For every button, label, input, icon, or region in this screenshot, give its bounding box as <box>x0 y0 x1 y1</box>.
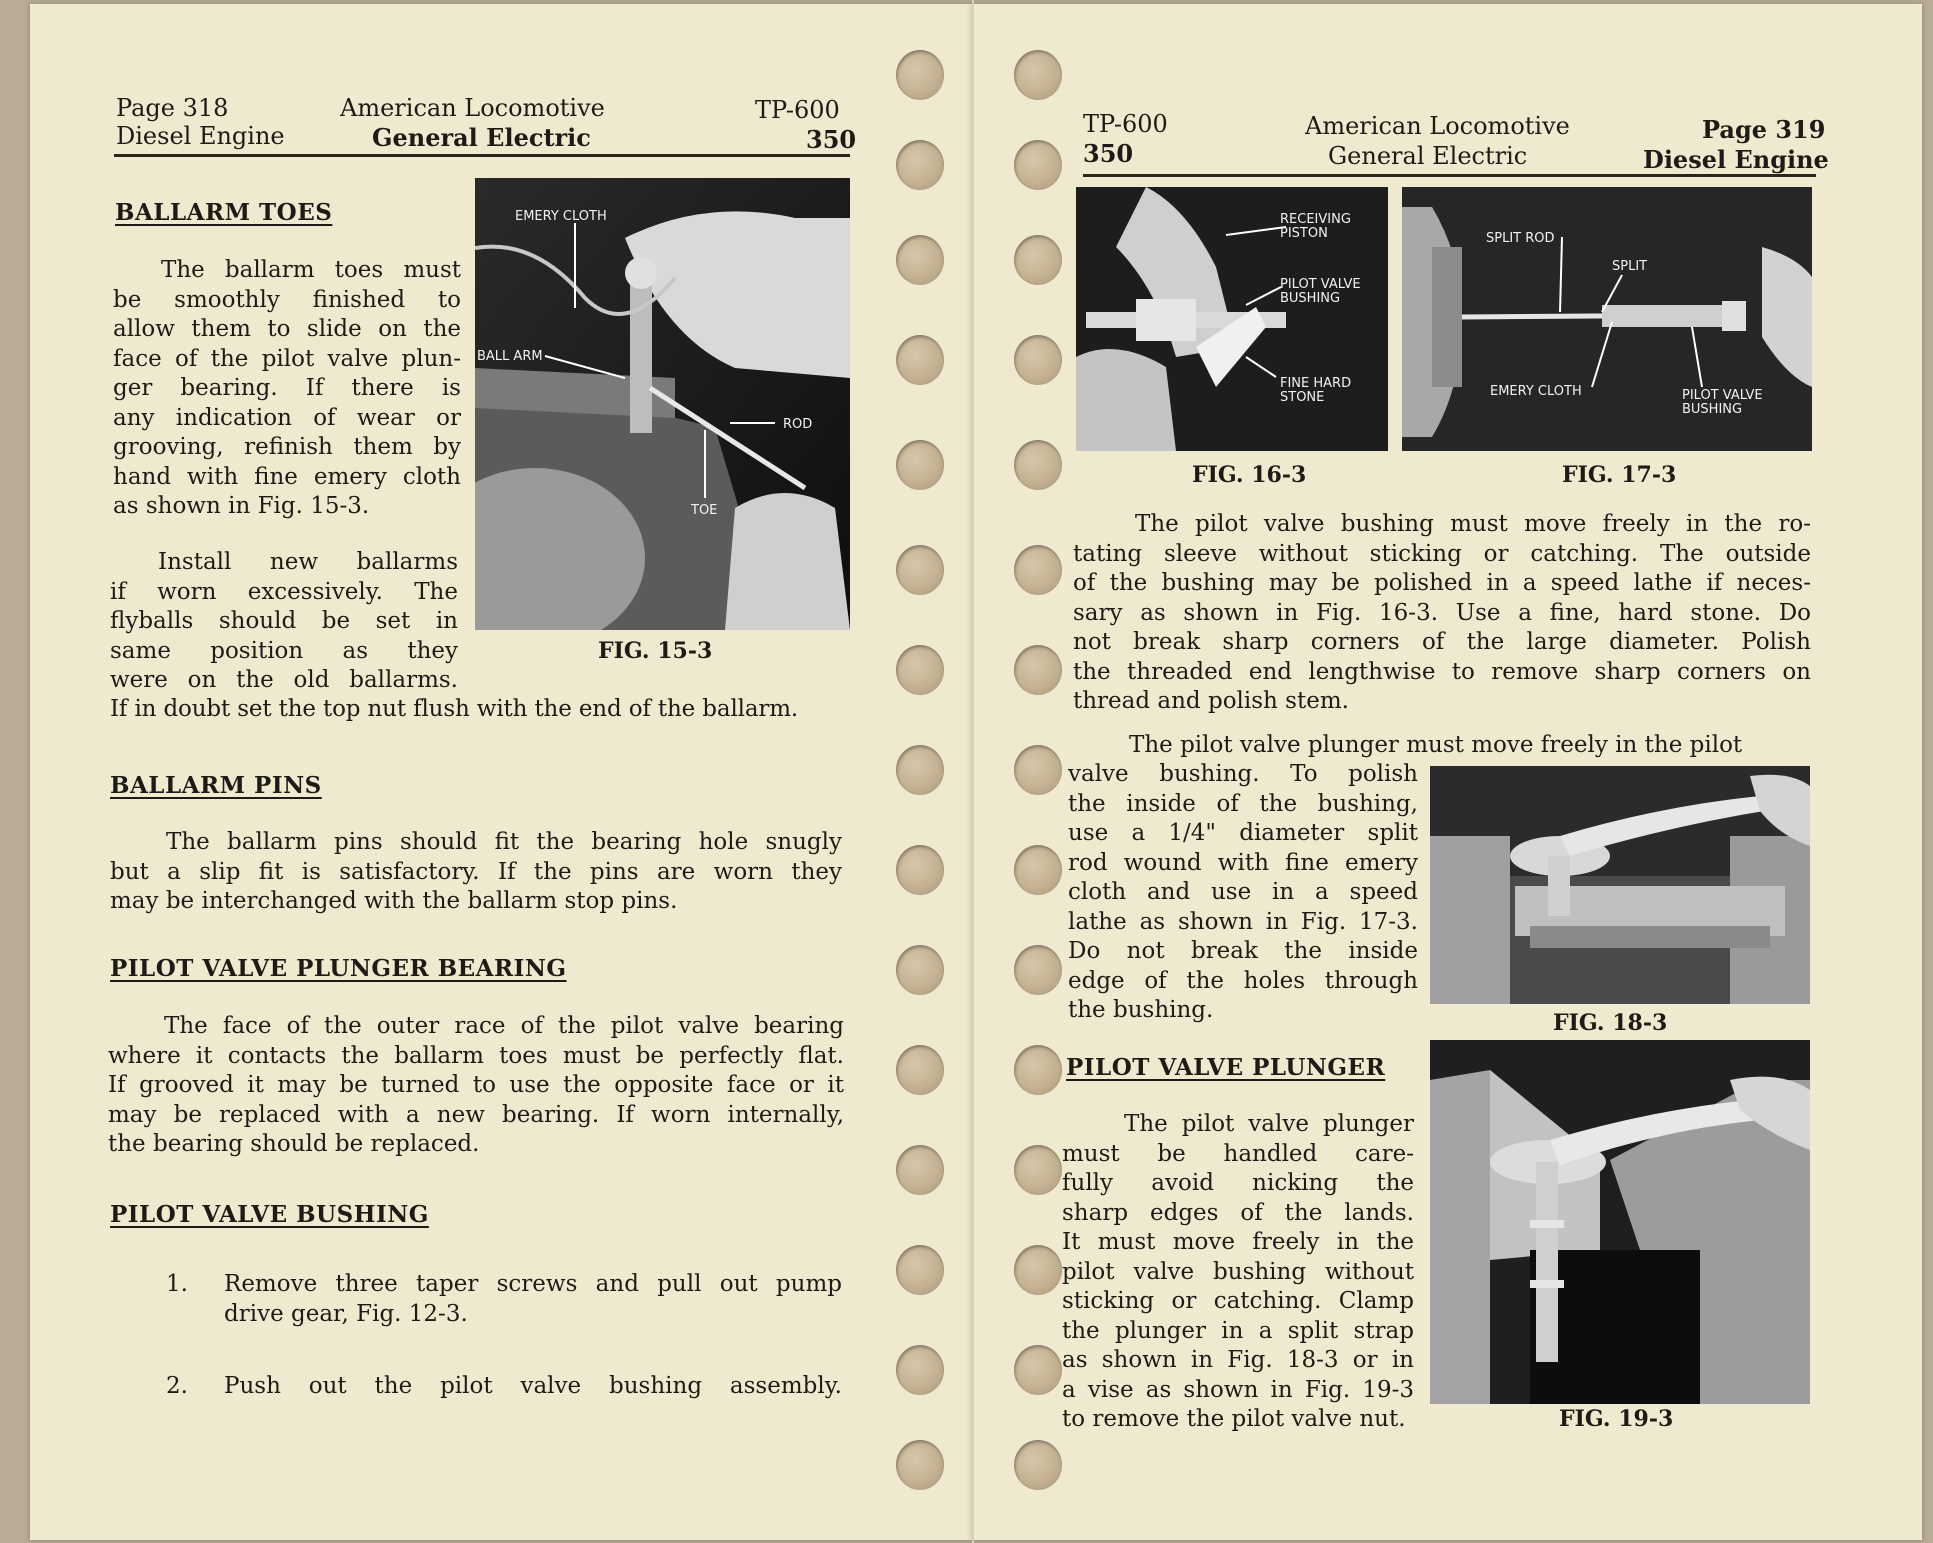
text-line: same position as they <box>110 637 458 664</box>
caption-fig-19-3: FIG. 19-3 <box>1559 1406 1674 1432</box>
text-line: may be interchanged with the ballarm stop pins. <box>110 888 678 914</box>
para-plunger-first-line: The pilot valve plunger must move freely in the pilot <box>1129 732 1743 758</box>
text-line: pilot valve bushing without <box>1062 1258 1414 1285</box>
binding-hole <box>1014 235 1062 285</box>
caption-fig-17-3: FIG. 17-3 <box>1562 462 1677 488</box>
binding-hole <box>1014 140 1062 190</box>
text-line: drive gear, Fig. 12-3. <box>224 1300 468 1327</box>
photo-fig-19-3 <box>1430 1040 1810 1404</box>
label-emery-cloth-17: EMERY CLOTH <box>1490 384 1582 399</box>
binding-hole <box>896 1145 944 1195</box>
para-ballarm-pins <box>110 828 842 917</box>
label-toe: TOE <box>691 503 718 518</box>
text-line: as shown in Fig. 15-3. <box>113 493 370 519</box>
caption-fig-16-3: FIG. 16-3 <box>1192 462 1307 488</box>
text-line: a vise as shown in Fig. 19-3 <box>1062 1376 1414 1403</box>
label-split-rod: SPLIT ROD <box>1486 231 1555 246</box>
para-install-ballarms-last: If in doubt set the top nut flush with the end of the ballarm. <box>110 696 799 722</box>
doc-number-left: TP-600 <box>755 96 840 124</box>
text-line: sticking or catching. Clamp <box>1062 1288 1414 1314</box>
binding-hole <box>896 645 944 695</box>
binding-hole <box>896 1245 944 1295</box>
doc-number2-right: 350 <box>1083 139 1134 168</box>
binding-hole <box>896 50 944 100</box>
text-line: any indication of wear or <box>113 404 461 431</box>
binding-hole <box>896 1045 944 1095</box>
text-line: may be replaced with a new bearing. If worn internally, <box>108 1101 844 1128</box>
engine-label-right: Diesel Engine <box>1643 145 1829 174</box>
text-line: the plunger in a split strap <box>1062 1317 1414 1344</box>
binding-hole <box>896 235 944 285</box>
text-line: Push out the pilot valve bushing assembly. <box>224 1373 842 1399</box>
text-line: Install new ballarms <box>158 549 458 575</box>
binding-hole <box>1014 1440 1062 1490</box>
text-line: valve bushing. To polish <box>1068 761 1418 787</box>
binding-hole <box>1014 745 1062 795</box>
page-number-right: Page 319 <box>1702 115 1826 144</box>
heading-plunger-bearing: PILOT VALVE PLUNGER BEARING <box>110 955 567 982</box>
company-name2-right: General Electric <box>1328 142 1528 170</box>
label-split: SPLIT <box>1612 259 1648 274</box>
binding-hole <box>896 440 944 490</box>
list-number-1: 1. <box>166 1271 188 1297</box>
text-line: where it contacts the ballarm toes must be perfectly flat. <box>108 1042 844 1069</box>
text-line: the bearing should be replaced. <box>108 1131 480 1157</box>
binding-hole <box>1014 1145 1062 1195</box>
company-name2-left: General Electric <box>372 123 591 152</box>
heading-ballarm-toes: BALLARM TOES <box>115 199 333 226</box>
doc-number-right: TP-600 <box>1083 110 1168 138</box>
label-receiving-2: PISTON <box>1280 226 1328 241</box>
heading-ballarm-pins: BALLARM PINS <box>110 772 322 799</box>
para-ballarm-toes <box>113 256 461 522</box>
text-line: the bushing. <box>1068 997 1214 1023</box>
text-line: If grooved it may be turned to use the opposite face or it <box>108 1072 844 1098</box>
text-line: use a 1/4" diameter split <box>1068 820 1418 846</box>
photo-fig-15-3 <box>475 178 850 630</box>
text-line: to remove the pilot valve nut. <box>1062 1406 1406 1432</box>
header-rule-right <box>1083 174 1816 177</box>
photo-fig-17-3 <box>1402 187 1812 451</box>
caption-fig-15-3: FIG. 15-3 <box>598 638 713 664</box>
text-line: The ballarm pins should fit the bearing hole snugly <box>166 829 842 855</box>
text-line: grooving, refinish them by <box>113 434 461 460</box>
binding-hole <box>896 1440 944 1490</box>
text-line: the threaded end lengthwise to remove sharp corners on <box>1073 658 1811 685</box>
label-pilot-valve-17-1: PILOT VALVE <box>1682 388 1763 403</box>
caption-fig-18-3: FIG. 18-3 <box>1553 1010 1668 1036</box>
list-item-2 <box>224 1372 842 1402</box>
text-line: lathe as shown in Fig. 17-3. <box>1068 908 1418 935</box>
text-line: rod wound with fine emery <box>1068 849 1418 876</box>
text-line: The pilot valve plunger <box>1124 1111 1414 1137</box>
doc-number2-left: 350 <box>806 125 857 154</box>
binding-hole <box>1014 1345 1062 1395</box>
label-ball-arm: BALL ARM <box>477 349 543 364</box>
binding-hole <box>896 335 944 385</box>
page-number-left: Page 318 <box>116 94 229 122</box>
text-line: as shown in Fig. 18-3 or in <box>1062 1347 1414 1373</box>
para-bushing-polish <box>1073 510 1811 717</box>
text-line: must be handled care- <box>1062 1140 1414 1167</box>
label-emery-cloth: EMERY CLOTH <box>515 209 607 224</box>
text-line: be smoothly finished to <box>113 286 461 313</box>
para-plunger-bearing <box>108 1012 844 1160</box>
photo-fig-18-3 <box>1430 766 1810 1004</box>
text-line: thread and polish stem. <box>1073 688 1349 714</box>
para-plunger-polish <box>1068 760 1418 1026</box>
header-rule-left <box>114 154 850 157</box>
text-line: edge of the holes through <box>1068 967 1418 994</box>
photo-fig-16-3 <box>1076 187 1388 451</box>
text-line: were on the old ballarms. <box>110 667 458 693</box>
text-line: the inside of the bushing, <box>1068 790 1418 817</box>
engine-label-left: Diesel Engine <box>116 122 285 150</box>
binding-hole <box>1014 335 1062 385</box>
binding-hole <box>1014 645 1062 695</box>
binding-hole <box>896 845 944 895</box>
label-receiving-1: RECEIVING <box>1280 212 1351 227</box>
text-line: face of the pilot valve plun- <box>113 345 461 372</box>
text-line: fully avoid nicking the <box>1062 1170 1414 1196</box>
text-line: but a slip fit is satisfactory. If the pins are worn they <box>110 858 842 885</box>
text-line: hand with fine emery cloth <box>113 463 461 490</box>
binding-hole <box>896 545 944 595</box>
list-number-2: 2. <box>166 1373 188 1399</box>
label-pilot-valve-1: PILOT VALVE <box>1280 277 1361 292</box>
text-line: if worn excessively. The <box>110 578 458 605</box>
text-line: The face of the outer race of the pilot valve bearing <box>164 1013 844 1039</box>
text-line: The pilot valve bushing must move freely in the ro- <box>1135 511 1811 537</box>
binding-hole <box>1014 50 1062 100</box>
text-line: cloth and use in a speed <box>1068 879 1418 905</box>
text-line: sary as shown in Fig. 16-3. Use a fine, hard stone. Do <box>1073 599 1811 626</box>
binding-hole <box>1014 845 1062 895</box>
para-install-ballarms <box>110 548 458 696</box>
binding-hole <box>896 1345 944 1395</box>
text-line: Do not break the inside <box>1068 938 1418 964</box>
binding-hole <box>1014 1245 1062 1295</box>
text-line: sharp edges of the lands. <box>1062 1199 1414 1226</box>
label-stone-1: FINE HARD <box>1280 376 1352 391</box>
text-line: tating sleeve without sticking or catching. The outside <box>1073 540 1811 567</box>
text-line: not break sharp corners of the large diameter. Polish <box>1073 629 1811 655</box>
binding-hole <box>1014 440 1062 490</box>
text-line: flyballs should be set in <box>110 608 458 634</box>
para-pilot-valve-plunger <box>1062 1110 1414 1435</box>
binding-hole <box>896 745 944 795</box>
binding-hole <box>896 140 944 190</box>
text-line: allow them to slide on the <box>113 316 461 342</box>
text-line: of the bushing may be polished in a speed lathe if neces- <box>1073 570 1811 596</box>
label-pilot-valve-17-2: BUSHING <box>1682 402 1743 417</box>
text-line: It must move freely in the <box>1062 1229 1414 1255</box>
text-line: The ballarm toes must <box>161 257 461 283</box>
label-pilot-valve-2: BUSHING <box>1280 291 1341 306</box>
heading-pilot-valve-bushing: PILOT VALVE BUSHING <box>110 1201 429 1228</box>
label-rod: ROD <box>783 417 813 432</box>
company-name-left: American Locomotive <box>340 94 605 122</box>
page-gutter <box>972 0 974 1543</box>
label-stone-2: STONE <box>1280 390 1325 405</box>
text-line: ger bearing. If there is <box>113 375 461 401</box>
list-item-1 <box>224 1270 842 1329</box>
binding-hole <box>1014 945 1062 995</box>
company-name-right: American Locomotive <box>1305 112 1570 140</box>
text-line: Remove three taper screws and pull out pump <box>224 1271 842 1297</box>
binding-hole <box>896 945 944 995</box>
binding-hole <box>1014 545 1062 595</box>
heading-pilot-valve-plunger: PILOT VALVE PLUNGER <box>1066 1054 1386 1081</box>
binding-hole <box>1014 1045 1062 1095</box>
